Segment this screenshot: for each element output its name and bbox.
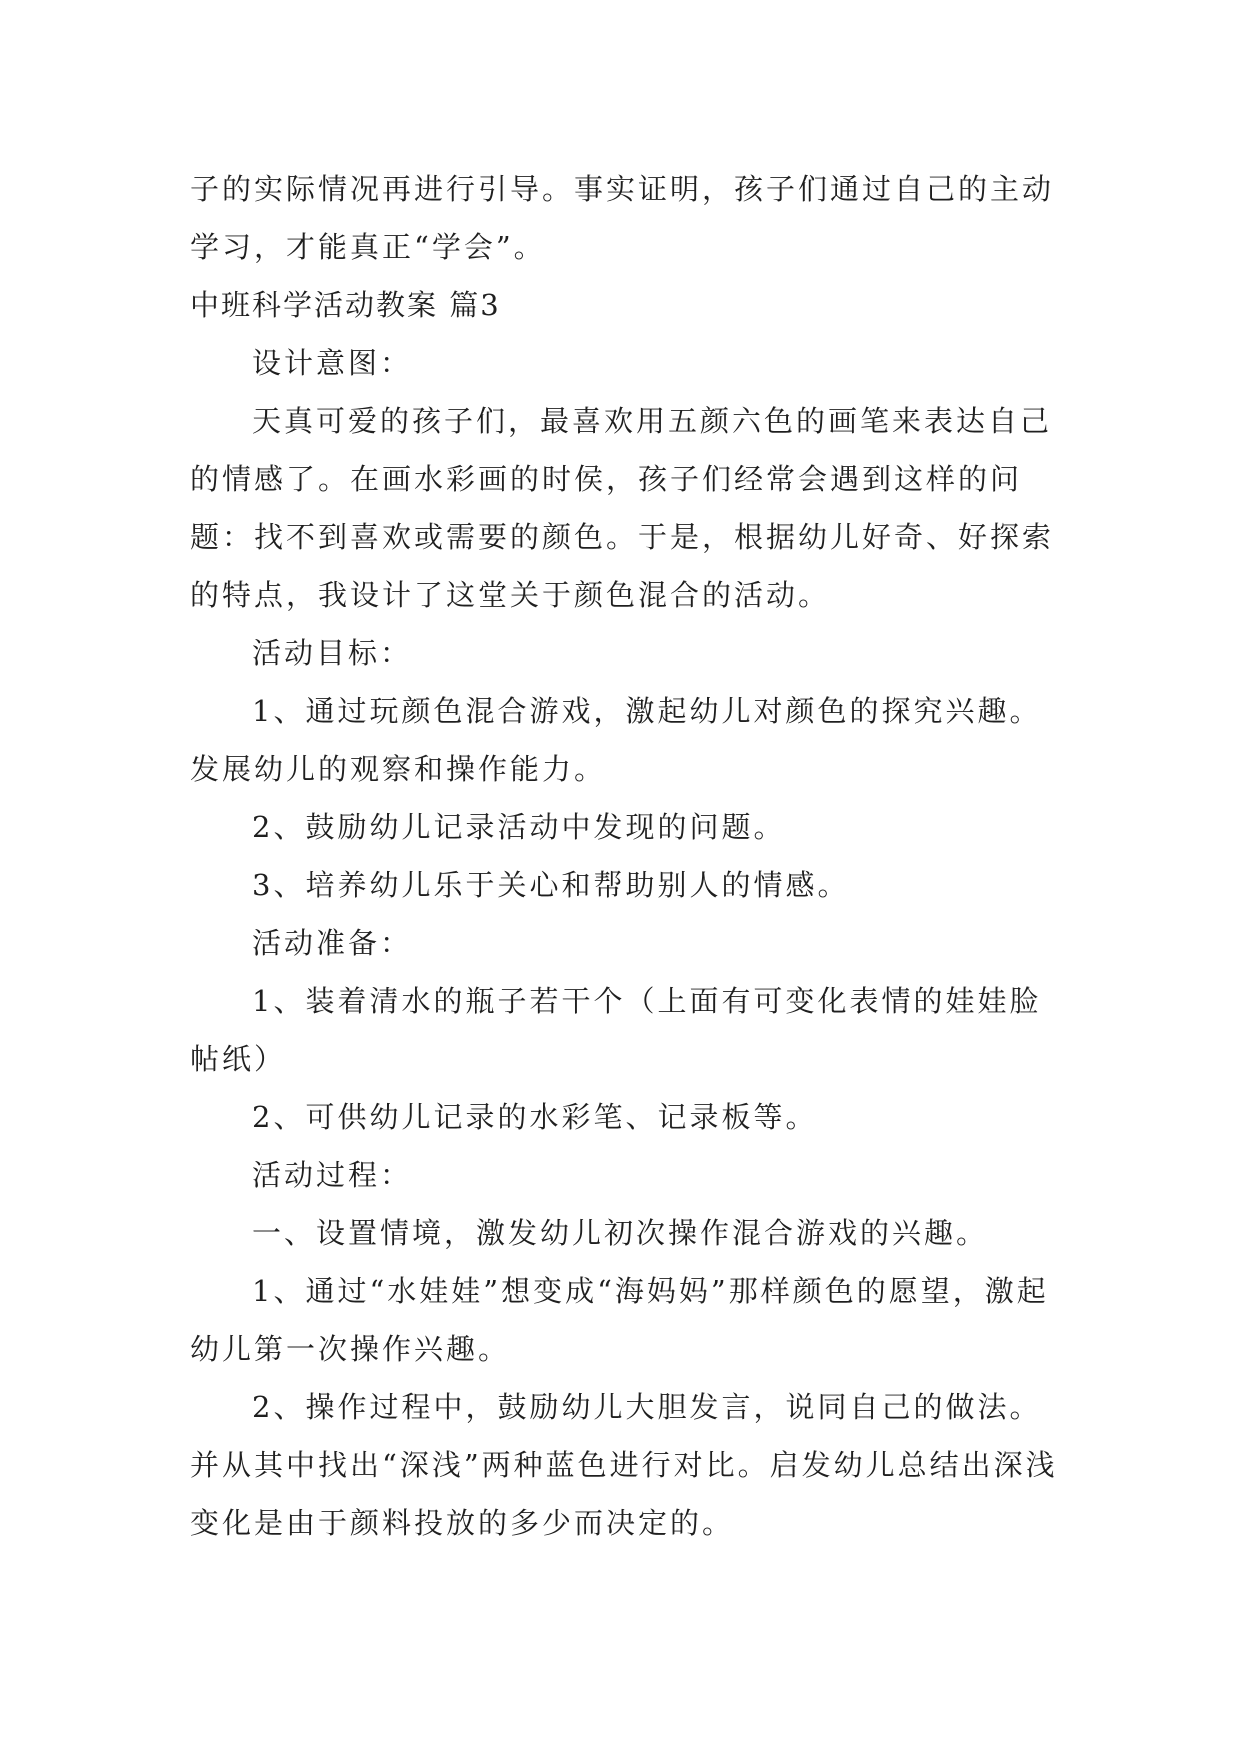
paragraph-design-intent: 天真可爱的孩子们，最喜欢用五颜六色的画笔来表达自己的情感了。在画水彩画的时侯，孩子们经常会遇到这样的问题：找不到喜欢或需要的颜色。于是，根据幼儿好奇、好探索的特点，我设计了这堂关于颜色混合的活动。: [190, 404, 1055, 612]
paragraph-prep-1: 1、装着清水的瓶子若干个（上面有可变化表情的娃娃脸帖纸）: [190, 984, 1042, 1076]
paragraph-process-label: 活动过程：: [252, 1158, 413, 1192]
paragraph-process-1-1: 1、通过“水娃娃”想变成“海妈妈”那样颜色的愿望，激起幼儿第一次操作兴趣。: [190, 1274, 1049, 1366]
paragraph-design-intent-label: 设计意图：: [252, 346, 413, 380]
section-heading: 中班科学活动教案 篇3: [190, 288, 501, 322]
paragraph-goal-2: 2、鼓励幼儿记录活动中发现的问题。: [252, 810, 786, 844]
paragraph-goals-label: 活动目标：: [252, 636, 413, 670]
paragraph-goal-1: 1、通过玩颜色混合游戏，激起幼儿对颜色的探究兴趣。发展幼儿的观察和操作能力。: [190, 694, 1042, 786]
paragraph-process-step-1: 一、设置情境，激发幼儿初次操作混合游戏的兴趣。: [252, 1216, 989, 1250]
paragraph-goal-3: 3、培养幼儿乐于关心和帮助别人的情感。: [252, 868, 850, 902]
paragraph-prep-2: 2、可供幼儿记录的水彩笔、记录板等。: [252, 1100, 818, 1134]
document-body: [190, 160, 1060, 1552]
paragraph-continuation: 子的实际情况再进行引导。事实证明，孩子们通过自己的主动学习，才能真正“学会”。: [190, 172, 1055, 264]
paragraph-process-1-2: 2、操作过程中，鼓励幼儿大胆发言，说同自己的做法。并从其中找出“深浅”两种蓝色进行对比。启发幼儿总结出深浅变化是由于颜料投放的多少而决定的。: [190, 1390, 1058, 1540]
paragraph-prep-label: 活动准备：: [252, 926, 413, 960]
